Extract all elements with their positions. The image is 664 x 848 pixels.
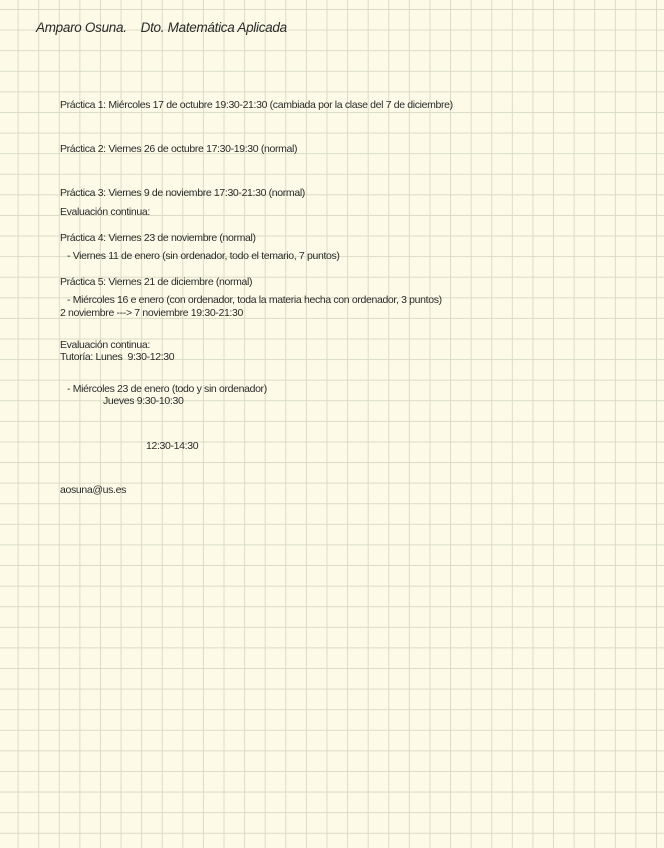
practica-item: Práctica 3: Viernes 9 de noviembre 17:30-21:30 (normal): [60, 187, 305, 200]
evaluacion-item: - Miércoles 23 de enero (todo y sin ordenador): [67, 383, 267, 396]
practica-item: Práctica 2: Viernes 26 de octubre 17:30-19:30 (normal): [60, 142, 298, 155]
author-name: Amparo Osuna.: [36, 20, 127, 35]
evaluacion-item: - Miércoles 16 e enero (con ordenador, toda la materia hecha con ordenador, 3 puntos): [67, 294, 442, 307]
practica-item: Práctica 4: Viernes 23 de noviembre (normal): [60, 231, 256, 244]
evaluacion-heading: Evaluación continua:: [60, 205, 150, 218]
schedule-change: 2 noviembre ---> 7 noviembre 19:30-21:30: [60, 306, 243, 319]
tutoria-lunes: Tutoría: Lunes 9:30-12:30: [60, 350, 175, 363]
contact-email: aosuna@us.es: [60, 484, 127, 497]
tutoria-jueves: Jueves 9:30-10:30: [103, 395, 184, 408]
tutoria-section: [60, 276, 243, 513]
evaluacion-item: - Viernes 11 de enero (sin ordenador, todo el temario, 7 puntos): [67, 249, 340, 262]
practica-item: Práctica 5: Viernes 21 de diciembre (normal): [60, 276, 253, 289]
tutoria-jueves-slot: 12:30-14:30: [146, 439, 199, 452]
practica-item: Práctica 1: Miércoles 17 de octubre 19:30-21:30 (cambiada por la clase del 7 de diciembre): [60, 98, 453, 111]
note-header: [36, 20, 287, 35]
department-name: Dto. Matemática Aplicada: [140, 20, 287, 35]
evaluacion-heading: Evaluación continua:: [60, 338, 150, 351]
